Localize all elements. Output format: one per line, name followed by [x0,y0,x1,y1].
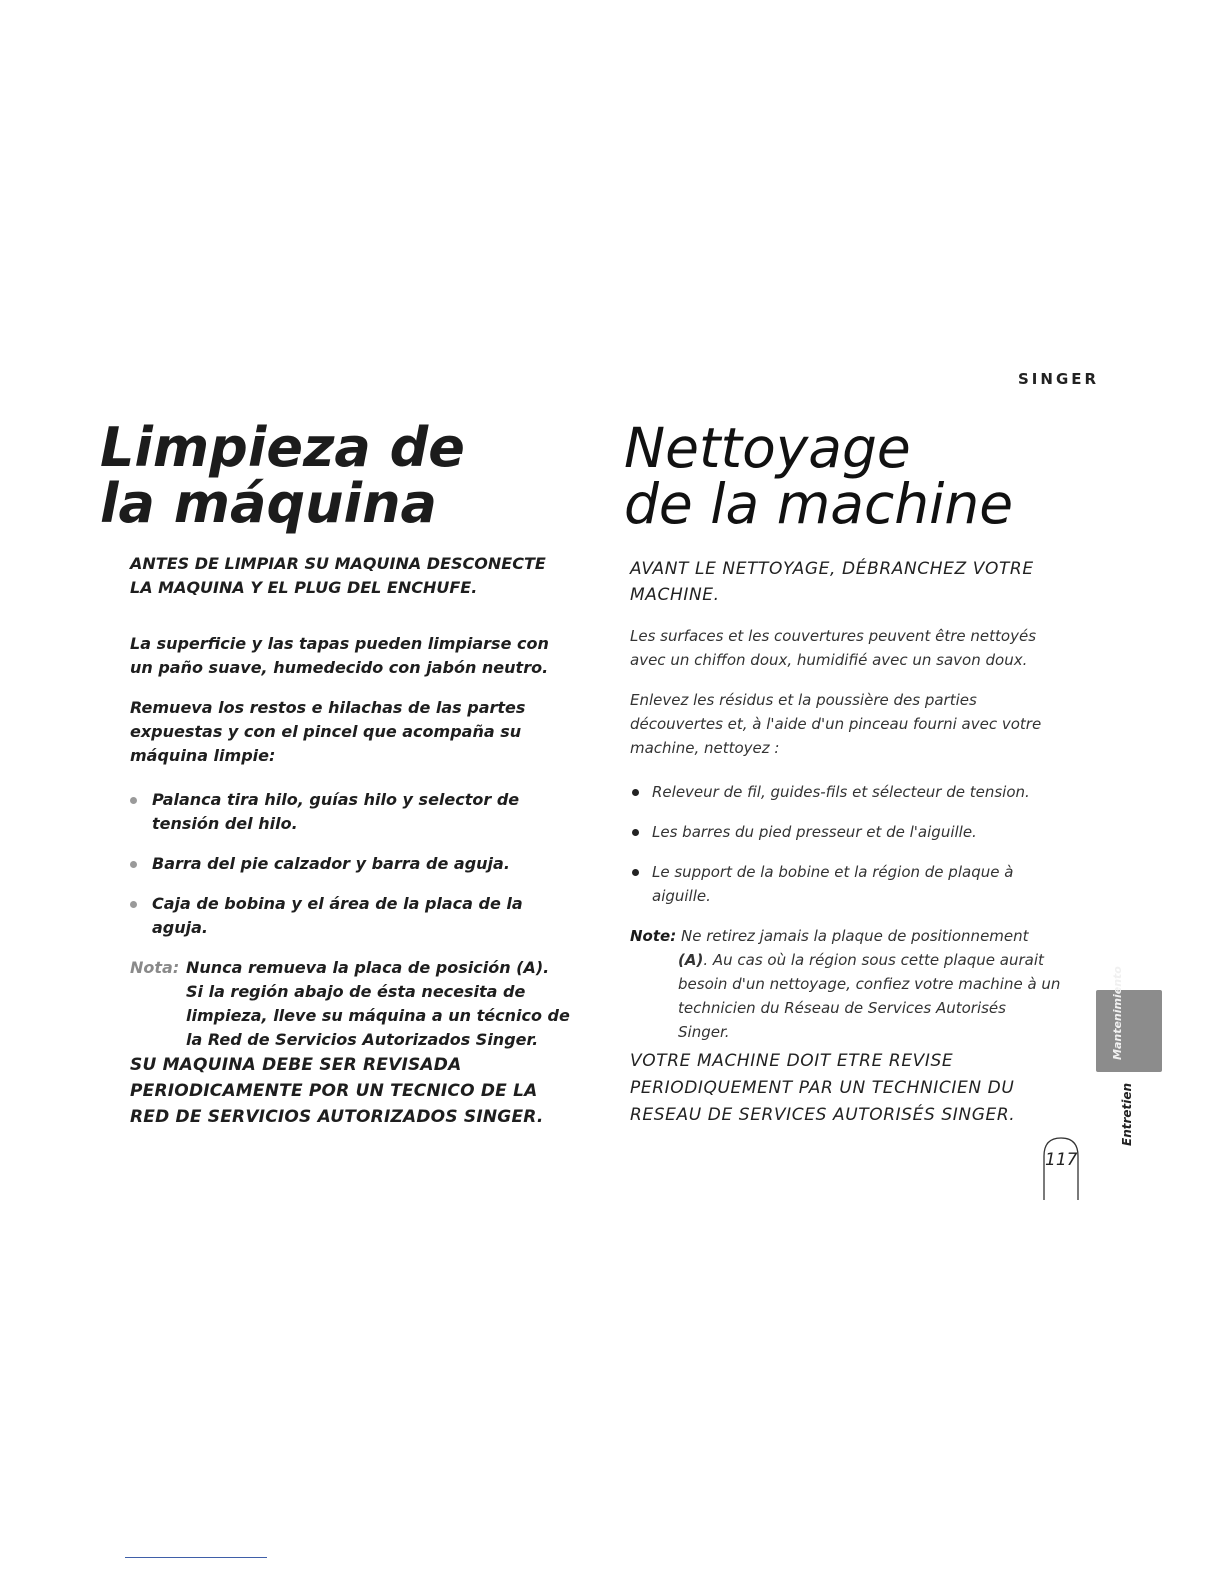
bullet-icon [130,797,137,804]
french-note [630,924,1062,1044]
section-tab [1096,966,1162,1072]
french-title [624,416,1094,536]
spanish-title [100,416,570,535]
list-item [130,788,570,836]
french-title-line-1: Nettoyage [624,416,911,480]
note-text: . Au cas où la région sous cette plaque aurait besoin d'un nettoyage, confiez votre machine à un technicien du Réseau de Services Autorisés Singer. [678,951,1061,1041]
page-number [1043,1136,1079,1200]
bullet-text: Les barres du pied presseur et de l'aiguille. [652,823,977,841]
bullet-icon [130,861,137,868]
french-bullet-list [630,780,1062,908]
bullet-icon [632,869,639,876]
page-number-text: 117 [1045,1150,1078,1170]
bullet-text: Releveur de fil, guides-fils et sélecteur de tension. [652,783,1030,801]
bullet-icon [632,829,639,836]
bullet-text: Le support de la bobine et la région de plaque à aiguille. [652,863,1014,905]
bullet-text: Palanca tira hilo, guías hilo y selector de tensión del hilo. [152,790,520,833]
french-service-notice: VOTRE MACHINE DOIT ETRE REVISE PERIODIQUEMENT PAR UN TECHNICIEN DU RESEAU DE SERVICES AUTORISÉS SINGER. [630,1051,1016,1125]
note-intro: Ne retirez jamais la plaque de positionnement [680,927,1029,945]
footer-rule [125,1557,267,1558]
french-paragraph-surfaces: Les surfaces et les couvertures peuvent être nettoyés avec un chiffon doux, humidifié avec un savon doux. [630,627,1037,669]
list-item [130,852,570,876]
spanish-title-line-1: Limpieza de [100,416,465,479]
spanish-service-notice: SU MAQUINA DEBE SER REVISADA PERIODICAMENTE POR UN TECNICO DE LA RED DE SERVICIOS AUTORIZADOS SINGER. [130,1055,544,1127]
bullet-icon [632,789,639,796]
spanish-column [130,552,570,1130]
bullet-icon [130,901,137,908]
french-warning: AVANT LE NETTOYAGE, DÉBRANCHEZ VOTRE MACHINE. [630,559,1034,605]
list-item [630,860,1062,908]
bullet-text: Barra del pie calzador y barra de aguja. [152,854,510,873]
spanish-title-line-2: la máquina [100,472,437,535]
section-side-label: Entretien [1120,1082,1134,1146]
spanish-note [130,956,570,1052]
spanish-paragraph-remove: Remueva los restos e hilachas de las partes expuestas y con el pincel que acompaña su máquina limpie: [130,698,526,765]
spanish-bullet-list [130,788,570,940]
note-text: Nunca remueva la placa de posición (A). Si la región abajo de ésta necesita de limpieza, lleve su máquina a un técnico de la Red de Servicios Autorizados Singer. [186,958,570,1049]
list-item [130,892,570,940]
section-tab-label: Mantenimiento [1111,966,1124,1060]
list-item [630,780,1062,804]
bullet-text: Caja de bobina y el área de la placa de la aguja. [152,894,523,937]
spanish-paragraph-surfaces: La superficie y las tapas pueden limpiarse con un paño suave, humedecido con jabón neutro. [130,634,549,677]
note-label: Note: [630,927,677,945]
french-paragraph-remove: Enlevez les résidus et la poussière des parties découvertes et, à l'aide d'un pinceau fourni avec votre machine, nettoyez : [630,691,1042,757]
brand-name: SINGER [1018,370,1100,388]
list-item [630,820,1062,844]
french-title-line-2: de la machine [624,472,1014,536]
spanish-warning: ANTES DE LIMPIAR SU MAQUINA DESCONECTE LA MAQUINA Y EL PLUG DEL ENCHUFE. [130,554,546,597]
french-column [630,556,1062,1129]
note-label: Nota: [130,958,180,977]
note-ref: (A) [678,951,704,969]
